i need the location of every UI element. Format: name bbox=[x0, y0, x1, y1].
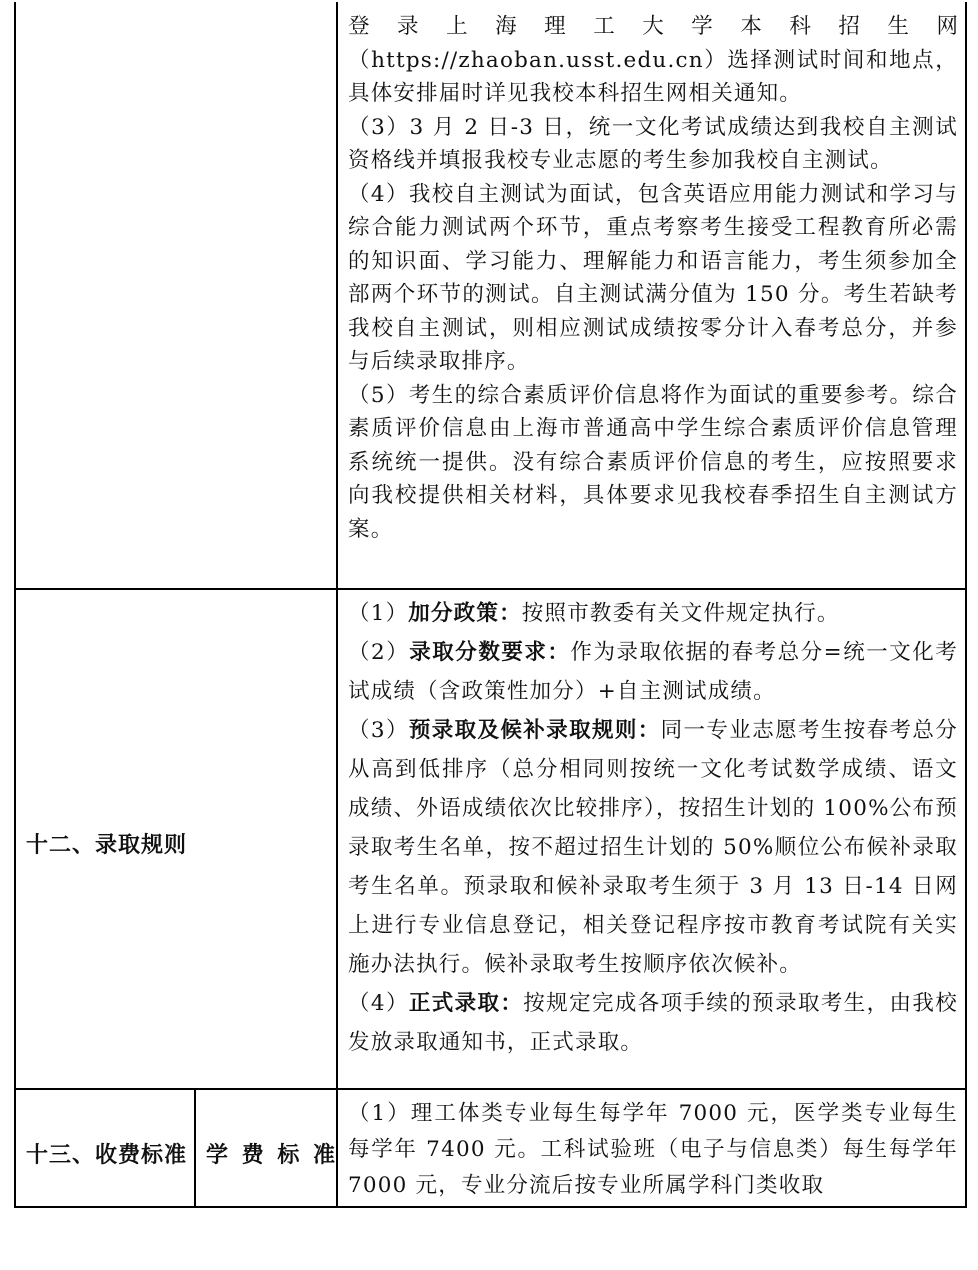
rule-item-4-prefix: （4） bbox=[348, 991, 409, 1016]
rule-item-4 bbox=[348, 984, 958, 1062]
row-border-1 bbox=[14, 588, 967, 590]
rule-item-2-prefix: （2） bbox=[348, 640, 410, 665]
rule-item-2-text: 作为录取依据的春考总分=统一文化考试成绩（含政策性加分）+自主测试成绩。 bbox=[348, 640, 959, 704]
row1-para-5: （5）考生的综合素质评价信息将作为面试的重要参考。综合素质评价信息由上海市普通高中学生综合素质评价信息管理系统统一提供。没有综合素质评价信息的考生，应按照要求向我校提供相关材料，具体要求见我校春季招生自主测试方案。 bbox=[348, 382, 958, 542]
rule-item-2-heading: 录取分数要求： bbox=[409, 640, 571, 665]
rule-item-3-text: 同一专业志愿考生按春考总分从高到低排序（总分相同则按统一文化考试数学成绩、语文成绩、外语成绩依次比较排序），按招生计划的 100%公布预录取考生名单，按不超过招生计划的 50%顺位公布候补录取考生名单。预录取和候补录取考生须于 3 月 13 日-14 日网上进行专业信息登记，相关登记程序按市教育考试院有关实施办法执行。候补录取考生按顺序依次候补。 bbox=[348, 718, 959, 977]
rule-item-1 bbox=[348, 594, 958, 633]
row1-content bbox=[348, 10, 958, 546]
row2-label: 十二、录取规则 bbox=[26, 833, 188, 858]
rule-item-4-heading: 正式录取： bbox=[408, 991, 524, 1016]
rule-item-1-heading: 加分政策： bbox=[408, 601, 522, 626]
rule-item-1-prefix: （1） bbox=[348, 601, 409, 626]
row1-line-1: 登 录 上 海 理 工 大 学 本 科 招 生 网 bbox=[348, 14, 958, 39]
row1-para-4: （4）我校自主测试为面试，包含英语应用能力测试和学习与综合能力测试两个环节，重点考察考生接受工程教育所必需的知识面、学习能力、理解能力和语言能力，考生须参加全部两个环节的测试。自主测试满分值为 150 分。考生若缺考我校自主测试，则相应测试成绩按零分计入春考总分，并参与后续录取排序。 bbox=[348, 181, 958, 374]
rule-item-4-text: 按规定完成各项手续的预录取考生，由我校发放录取通知书，正式录取。 bbox=[348, 991, 958, 1055]
fee-text: （1）理工体类专业每生每学年 7000 元，医学类专业每生每学年 7400 元。工科试验班（电子与信息类）每生每学年 7000 元，专业分流后按专业所属学科门类收取 bbox=[348, 1101, 958, 1198]
rule-item-3-prefix: （3） bbox=[348, 718, 409, 743]
row3-content bbox=[348, 1096, 958, 1204]
row3-sublabel: 学 费 标 准 bbox=[206, 1143, 338, 1168]
row2-content bbox=[348, 594, 958, 1062]
row3-label: 十三、收费标准 bbox=[26, 1143, 188, 1168]
table-border-left bbox=[14, 2, 16, 1208]
table-divider-sub bbox=[194, 1090, 196, 1208]
row1-para-url: （https://zhaoban.usst.edu.cn）选择测试时间和地点，具体安排届时详见我校本科招生网相关通知。 bbox=[348, 47, 958, 106]
rule-item-3 bbox=[348, 711, 958, 984]
row-border-2 bbox=[14, 1088, 967, 1090]
rule-item-1-text: 按照市教委有关文件规定执行。 bbox=[521, 601, 840, 626]
admission-table bbox=[14, 2, 967, 1208]
rule-item-2 bbox=[348, 633, 958, 711]
row1-para-3: （3）3 月 2 日-3 日，统一文化考试成绩达到我校自主测试资格线并填报我校专业志愿的考生参加我校自主测试。 bbox=[348, 114, 958, 173]
table-divider-main bbox=[336, 2, 338, 1208]
table-border-right bbox=[965, 2, 967, 1208]
rule-item-3-heading: 预录取及候补录取规则： bbox=[408, 718, 661, 743]
table-border-bottom bbox=[14, 1206, 967, 1208]
